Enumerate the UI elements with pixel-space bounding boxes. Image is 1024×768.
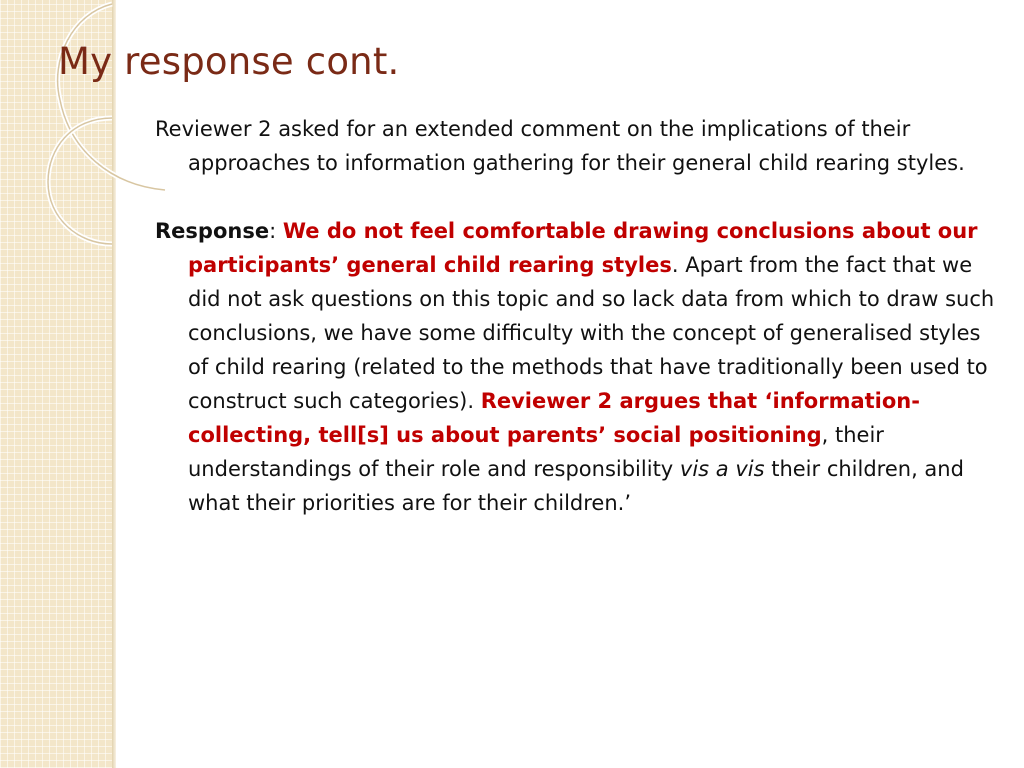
reviewer-comment-paragraph: Reviewer 2 asked for an extended comment on the implications of their approaches to information gathering for their general child rearing styles. xyxy=(155,117,965,175)
response-text-2: , their understandings of their role and responsibility xyxy=(188,423,884,481)
response-highlight-2: Reviewer 2 argues that ‘information-collecting, tell[s] us about parents’ social positioning xyxy=(188,389,920,447)
response-label: Response xyxy=(155,219,270,243)
response-paragraph xyxy=(155,214,1000,520)
response-text-3: their children, and what their priorities are for their children.’ xyxy=(188,457,964,515)
response-highlight-1: We do not feel comfortable drawing conclusions about our participants’ general child rearing styles xyxy=(188,219,978,277)
slide-body xyxy=(155,112,1000,520)
response-colon: : xyxy=(269,219,283,243)
response-italic-phrase: vis a vis xyxy=(679,457,765,481)
slide-title: My response cont. xyxy=(58,40,400,83)
response-text-1: . Apart from the fact that we did not ask questions on this topic and so lack data from which to draw such conclusions, we have some difficulty with the concept of generalised styles of child rearing (related to the methods that have traditionally been used to construct such categories). xyxy=(188,253,995,413)
